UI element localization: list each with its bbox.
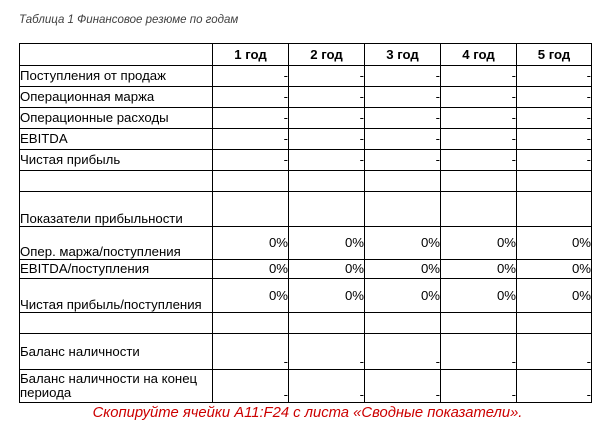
row-label: Чистая прибыль <box>20 150 213 171</box>
table-row-op-margin-ratio <box>20 227 592 260</box>
row-label: Чистая прибыль/поступления <box>20 279 213 313</box>
cell-value: - <box>213 87 289 108</box>
row-label: Баланс наличности на конец периода <box>20 370 213 403</box>
row-label: Баланс наличности <box>20 334 213 370</box>
header-cell-empty <box>20 44 213 66</box>
cell-value: 0% <box>289 279 365 313</box>
cell-value <box>365 192 441 227</box>
cell-value: - <box>289 66 365 87</box>
cell-value: - <box>213 334 289 370</box>
row-label: Операционная маржа <box>20 87 213 108</box>
cell-value: - <box>441 370 517 403</box>
cell-value <box>441 313 517 334</box>
cell-value <box>517 192 592 227</box>
cell-value: - <box>441 129 517 150</box>
cell-value: - <box>213 108 289 129</box>
financial-summary-table <box>19 43 592 403</box>
cell-value: 0% <box>365 279 441 313</box>
cell-value: - <box>365 87 441 108</box>
cell-value: - <box>517 150 592 171</box>
cell-value: - <box>289 370 365 403</box>
cell-value: 0% <box>441 260 517 279</box>
cell-value: - <box>441 87 517 108</box>
row-label: Поступления от продаж <box>20 66 213 87</box>
cell-value: 0% <box>213 279 289 313</box>
row-label: EBITDA/поступления <box>20 260 213 279</box>
cell-value: - <box>289 108 365 129</box>
table-row-ebitda <box>20 129 592 150</box>
header-year-4: 4 год <box>441 44 517 66</box>
header-year-2: 2 год <box>289 44 365 66</box>
cell-value: - <box>213 370 289 403</box>
table-row-operating-margin <box>20 87 592 108</box>
instruction-note: Скопируйте ячейки A11:F24 с листа «Сводные показатели». <box>92 405 523 421</box>
cell-value: - <box>365 370 441 403</box>
table-caption: Таблица 1 Финансовое резюме по годам <box>19 14 239 26</box>
cell-value <box>365 313 441 334</box>
cell-value <box>365 171 441 192</box>
cell-value: - <box>441 108 517 129</box>
cell-value: 0% <box>213 260 289 279</box>
cell-value: - <box>441 150 517 171</box>
cell-value: 0% <box>365 227 441 260</box>
cell-value: 0% <box>517 227 592 260</box>
cell-value: - <box>365 108 441 129</box>
cell-value: - <box>365 129 441 150</box>
cell-value <box>441 192 517 227</box>
table-row-net-profit-ratio <box>20 279 592 313</box>
cell-value <box>441 171 517 192</box>
cell-value: - <box>365 66 441 87</box>
cell-value: - <box>517 129 592 150</box>
cell-value: 0% <box>365 260 441 279</box>
cell-value: - <box>441 66 517 87</box>
row-label <box>20 313 213 334</box>
row-label: Показатели прибыльности <box>20 192 213 227</box>
table-row-cash-balance-end <box>20 370 592 403</box>
row-label: Опер. маржа/поступления <box>20 227 213 260</box>
cell-value: 0% <box>441 279 517 313</box>
cell-value: - <box>517 334 592 370</box>
table-row-sales <box>20 66 592 87</box>
cell-value: - <box>213 66 289 87</box>
cell-value: - <box>365 150 441 171</box>
cell-value: 0% <box>441 227 517 260</box>
cell-value: 0% <box>289 260 365 279</box>
row-label: EBITDA <box>20 129 213 150</box>
cell-value <box>517 171 592 192</box>
header-row <box>20 44 592 66</box>
cell-value <box>289 171 365 192</box>
cell-value: 0% <box>517 260 592 279</box>
header-year-1: 1 год <box>213 44 289 66</box>
cell-value: - <box>517 66 592 87</box>
row-label <box>20 171 213 192</box>
cell-value: - <box>441 334 517 370</box>
cell-value: - <box>517 87 592 108</box>
cell-value: 0% <box>289 227 365 260</box>
table-row-net-profit <box>20 150 592 171</box>
cell-value <box>289 313 365 334</box>
cell-value <box>213 171 289 192</box>
cell-value <box>213 313 289 334</box>
header-year-5: 5 год <box>517 44 592 66</box>
cell-value: - <box>289 150 365 171</box>
cell-value: 0% <box>517 279 592 313</box>
header-year-3: 3 год <box>365 44 441 66</box>
cell-value: 0% <box>213 227 289 260</box>
cell-value <box>213 192 289 227</box>
table-row-profitability-heading <box>20 192 592 227</box>
table-row-cash-balance <box>20 334 592 370</box>
cell-value: - <box>517 108 592 129</box>
cell-value <box>517 313 592 334</box>
cell-value: - <box>289 334 365 370</box>
cell-value: - <box>517 370 592 403</box>
row-label: Операционные расходы <box>20 108 213 129</box>
cell-value <box>289 192 365 227</box>
table-row-operating-expenses <box>20 108 592 129</box>
table-row-ebitda-ratio <box>20 260 592 279</box>
table-row-empty-2 <box>20 313 592 334</box>
cell-value: - <box>213 129 289 150</box>
cell-value: - <box>213 150 289 171</box>
cell-value: - <box>289 87 365 108</box>
cell-value: - <box>365 334 441 370</box>
cell-value: - <box>289 129 365 150</box>
table-row-empty-1 <box>20 171 592 192</box>
